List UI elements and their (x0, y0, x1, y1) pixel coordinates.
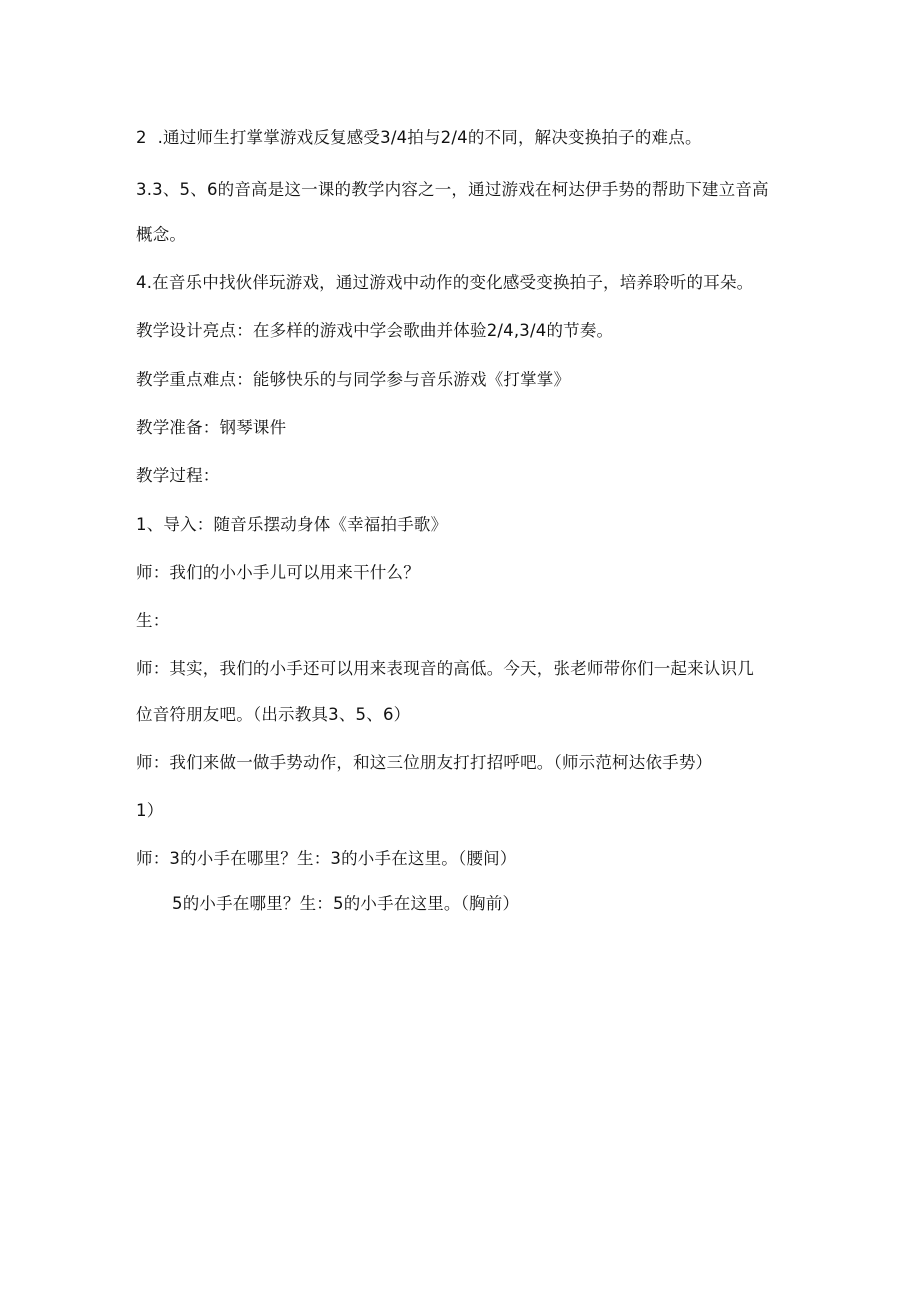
teacher-line-3: 师：我们来做一做手势动作，和这三位朋友打打招呼吧。（师示范柯达依手势） (136, 753, 713, 772)
student-line-1: 生： (136, 611, 170, 630)
goal-item-4: 4.在音乐中找伙伴玩游戏，通过游戏中动作的变化感受变换拍子，培养聆听的耳朵。 (136, 273, 754, 292)
teacher-line-2: 师：其实，我们的小手还可以用来表现音的高低。今天，张老师带你们一起来认识几 (136, 659, 754, 678)
dialogue-note-5: 5的小手在哪里？生：5的小手在这里。（胸前） (172, 894, 520, 913)
teaching-preparation: 教学准备：钢琴课件 (136, 418, 287, 437)
step-introduction: 1、导入：随音乐摆动身体《幸福拍手歌》 (136, 515, 448, 534)
goal-item-3-continued: 概念。 (136, 225, 187, 244)
key-difficulty: 教学重点难点：能够快乐的与同学参与音乐游戏《打掌掌》 (136, 370, 571, 389)
teacher-line-1: 师：我们的小小手儿可以用来干什么？ (136, 563, 420, 582)
sub-step-1: 1） (136, 801, 164, 820)
design-highlight: 教学设计亮点：在多样的游戏中学会歌曲并体验2/4,3/4的节奏。 (136, 321, 614, 340)
dialogue-note-3: 师：3的小手在哪里？生：3的小手在这里。（腰间） (136, 849, 517, 868)
teaching-process-heading: 教学过程： (136, 466, 220, 485)
teacher-line-2-continued: 位音符朋友吧。（出示教具3、5、6） (136, 705, 411, 724)
goal-item-2: 2 .通过师生打掌掌游戏反复感受3/4拍与2/4的不同，解决变换拍子的难点。 (136, 128, 702, 147)
goal-item-3: 3.3、5、6的音高是这一课的教学内容之一，通过游戏在柯达伊手势的帮助下建立音高 (136, 180, 769, 199)
